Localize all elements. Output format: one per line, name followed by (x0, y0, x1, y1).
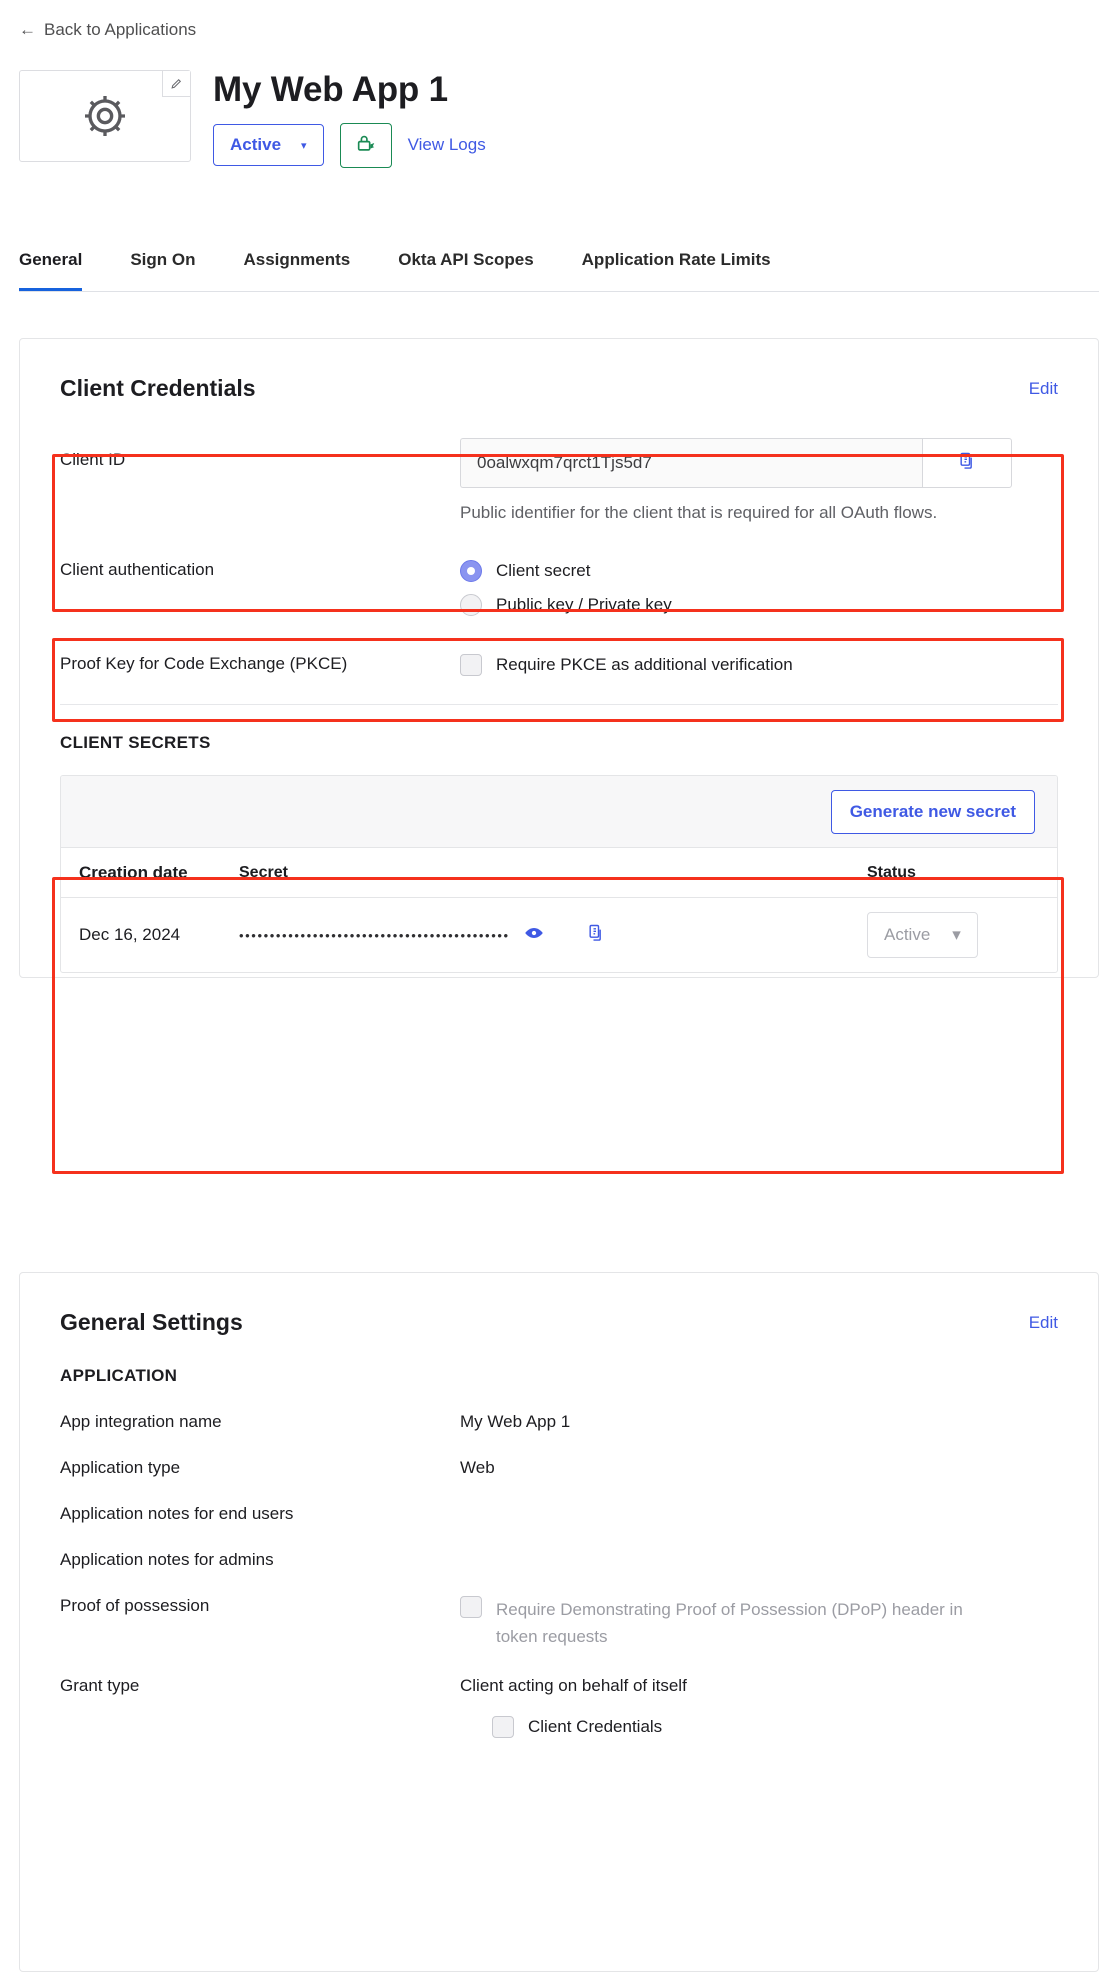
proof-of-possession-row (20, 1570, 1098, 1650)
table-row (61, 898, 1057, 972)
application-notes-end-users-value (460, 1504, 1058, 1524)
secret-status-dropdown[interactable] (867, 912, 978, 958)
client-secrets-header-row (61, 848, 1057, 898)
app-header (19, 70, 486, 168)
client-secrets-title: CLIENT SECRETS (60, 733, 211, 753)
radio-client-secret[interactable] (460, 560, 1058, 582)
chevron-down-icon: ▾ (952, 925, 961, 945)
general-settings-header (20, 1273, 1098, 1336)
client-credentials-title: Client Credentials (60, 375, 256, 401)
client-id-row (20, 438, 1098, 526)
client-authentication-options (460, 560, 1058, 628)
application-section-label: APPLICATION (60, 1366, 178, 1385)
lock-key-icon (355, 132, 377, 159)
client-authentication-row (20, 560, 1098, 628)
edit-client-credentials-link[interactable]: Edit (1028, 378, 1058, 398)
page-title: My Web App 1 (213, 70, 448, 109)
pkce-label: Proof Key for Code Exchange (PKCE) (60, 654, 348, 674)
dpop-checkbox-label: Require Demonstrating Proof of Possession (DPoP) header in token requests (496, 1600, 963, 1647)
app-integration-name-value: My Web App 1 (460, 1412, 571, 1431)
column-status: Status (867, 863, 916, 881)
grant-type-label: Grant type (60, 1676, 140, 1696)
pkce-row (20, 654, 1098, 676)
tab-general[interactable]: General (19, 250, 82, 291)
app-controls (213, 123, 486, 168)
generate-new-secret-button[interactable]: Generate new secret (831, 790, 1035, 834)
grant-type-body (460, 1676, 1058, 1738)
client-id-field-group (460, 438, 1058, 488)
secret-masked-value: •••••••••••••••••••••••••••••••••••••••••••• (239, 927, 510, 943)
view-logs-link[interactable]: View Logs (407, 135, 486, 155)
chevron-down-icon: ▾ (301, 139, 307, 152)
back-arrow-icon: ← (19, 20, 36, 39)
gear-icon (80, 91, 130, 141)
column-creation-date: Creation date (79, 862, 188, 882)
copy-client-id-button[interactable] (922, 438, 1012, 488)
app-logo (19, 70, 191, 162)
radio-public-private-key-input[interactable] (460, 594, 482, 616)
client-secrets-table (60, 775, 1058, 973)
general-settings-card (19, 1272, 1099, 1972)
radio-client-secret-input[interactable] (460, 560, 482, 582)
dpop-checkbox-row[interactable] (460, 1596, 980, 1650)
tab-sign-on[interactable]: Sign On (130, 250, 196, 269)
client-credentials-checkbox[interactable] (492, 1716, 514, 1738)
grant-type-row (20, 1650, 1098, 1738)
pkce-checkbox-label: Require PKCE as additional verification (496, 655, 793, 675)
application-type-row (20, 1432, 1098, 1478)
client-credentials-checkbox-label: Client Credentials (528, 1717, 663, 1737)
app-integration-name-row (20, 1386, 1098, 1432)
application-notes-admins-row (20, 1524, 1098, 1570)
dpop-checkbox[interactable] (460, 1596, 482, 1618)
application-notes-admins-label: Application notes for admins (60, 1550, 274, 1569)
back-link-label: Back to Applications (44, 20, 197, 39)
back-to-applications-link[interactable] (19, 20, 196, 40)
app-integration-name-label: App integration name (60, 1412, 222, 1431)
pkce-checkbox-row[interactable] (460, 654, 1058, 676)
general-settings-title: General Settings (60, 1309, 243, 1335)
tab-bar (19, 250, 1099, 292)
client-id-body (460, 438, 1058, 526)
app-status-dropdown[interactable] (213, 124, 324, 166)
client-secrets-toolbar (61, 776, 1057, 848)
copy-clipboard-icon (957, 451, 977, 476)
client-id-label: Client ID (60, 450, 126, 469)
grant-type-value: Client acting on behalf of itself (460, 1676, 687, 1696)
application-notes-admins-value (460, 1550, 1058, 1570)
app-title-block (213, 70, 486, 168)
application-type-value: Web (460, 1458, 495, 1477)
application-notes-end-users-row (20, 1478, 1098, 1524)
application-notes-end-users-label: Application notes for end users (60, 1504, 294, 1523)
secret-status-cell (867, 912, 1057, 958)
radio-public-private-key-label: Public key / Private key (496, 595, 672, 615)
secret-status-value: Active (884, 925, 931, 945)
proof-of-possession-label: Proof of possession (60, 1596, 210, 1615)
client-id-hint: Public identifier for the client that is required for all OAuth flows. (460, 503, 938, 522)
grant-type-client-credentials-row[interactable] (460, 1716, 1058, 1738)
tab-okta-api-scopes[interactable]: Okta API Scopes (398, 250, 534, 269)
application-type-label: Application type (60, 1458, 181, 1477)
eye-icon[interactable] (524, 926, 544, 945)
client-credentials-card (19, 338, 1099, 978)
client-authentication-label: Client authentication (60, 560, 215, 580)
credentials-divider (60, 704, 1058, 705)
secret-creation-date: Dec 16, 2024 (79, 925, 181, 945)
radio-public-private-key[interactable] (460, 594, 1058, 616)
tab-application-rate-limits[interactable]: Application Rate Limits (581, 250, 771, 269)
lock-key-button[interactable] (340, 123, 392, 168)
client-credentials-header (20, 339, 1098, 402)
column-secret: Secret (239, 863, 288, 881)
secret-value-cell (239, 923, 867, 948)
tab-assignments[interactable]: Assignments (243, 250, 351, 269)
pkce-body (460, 654, 1058, 676)
client-id-input[interactable]: 0oalwxqm7qrct1Tjs5d7 (460, 438, 922, 488)
radio-client-secret-label: Client secret (496, 561, 591, 581)
proof-of-possession-body (460, 1596, 980, 1650)
copy-clipboard-icon[interactable] (586, 923, 606, 948)
app-status-value: Active (230, 135, 282, 155)
edit-logo-button[interactable] (162, 71, 190, 97)
pkce-checkbox[interactable] (460, 654, 482, 676)
edit-general-settings-link[interactable]: Edit (1028, 1312, 1058, 1332)
